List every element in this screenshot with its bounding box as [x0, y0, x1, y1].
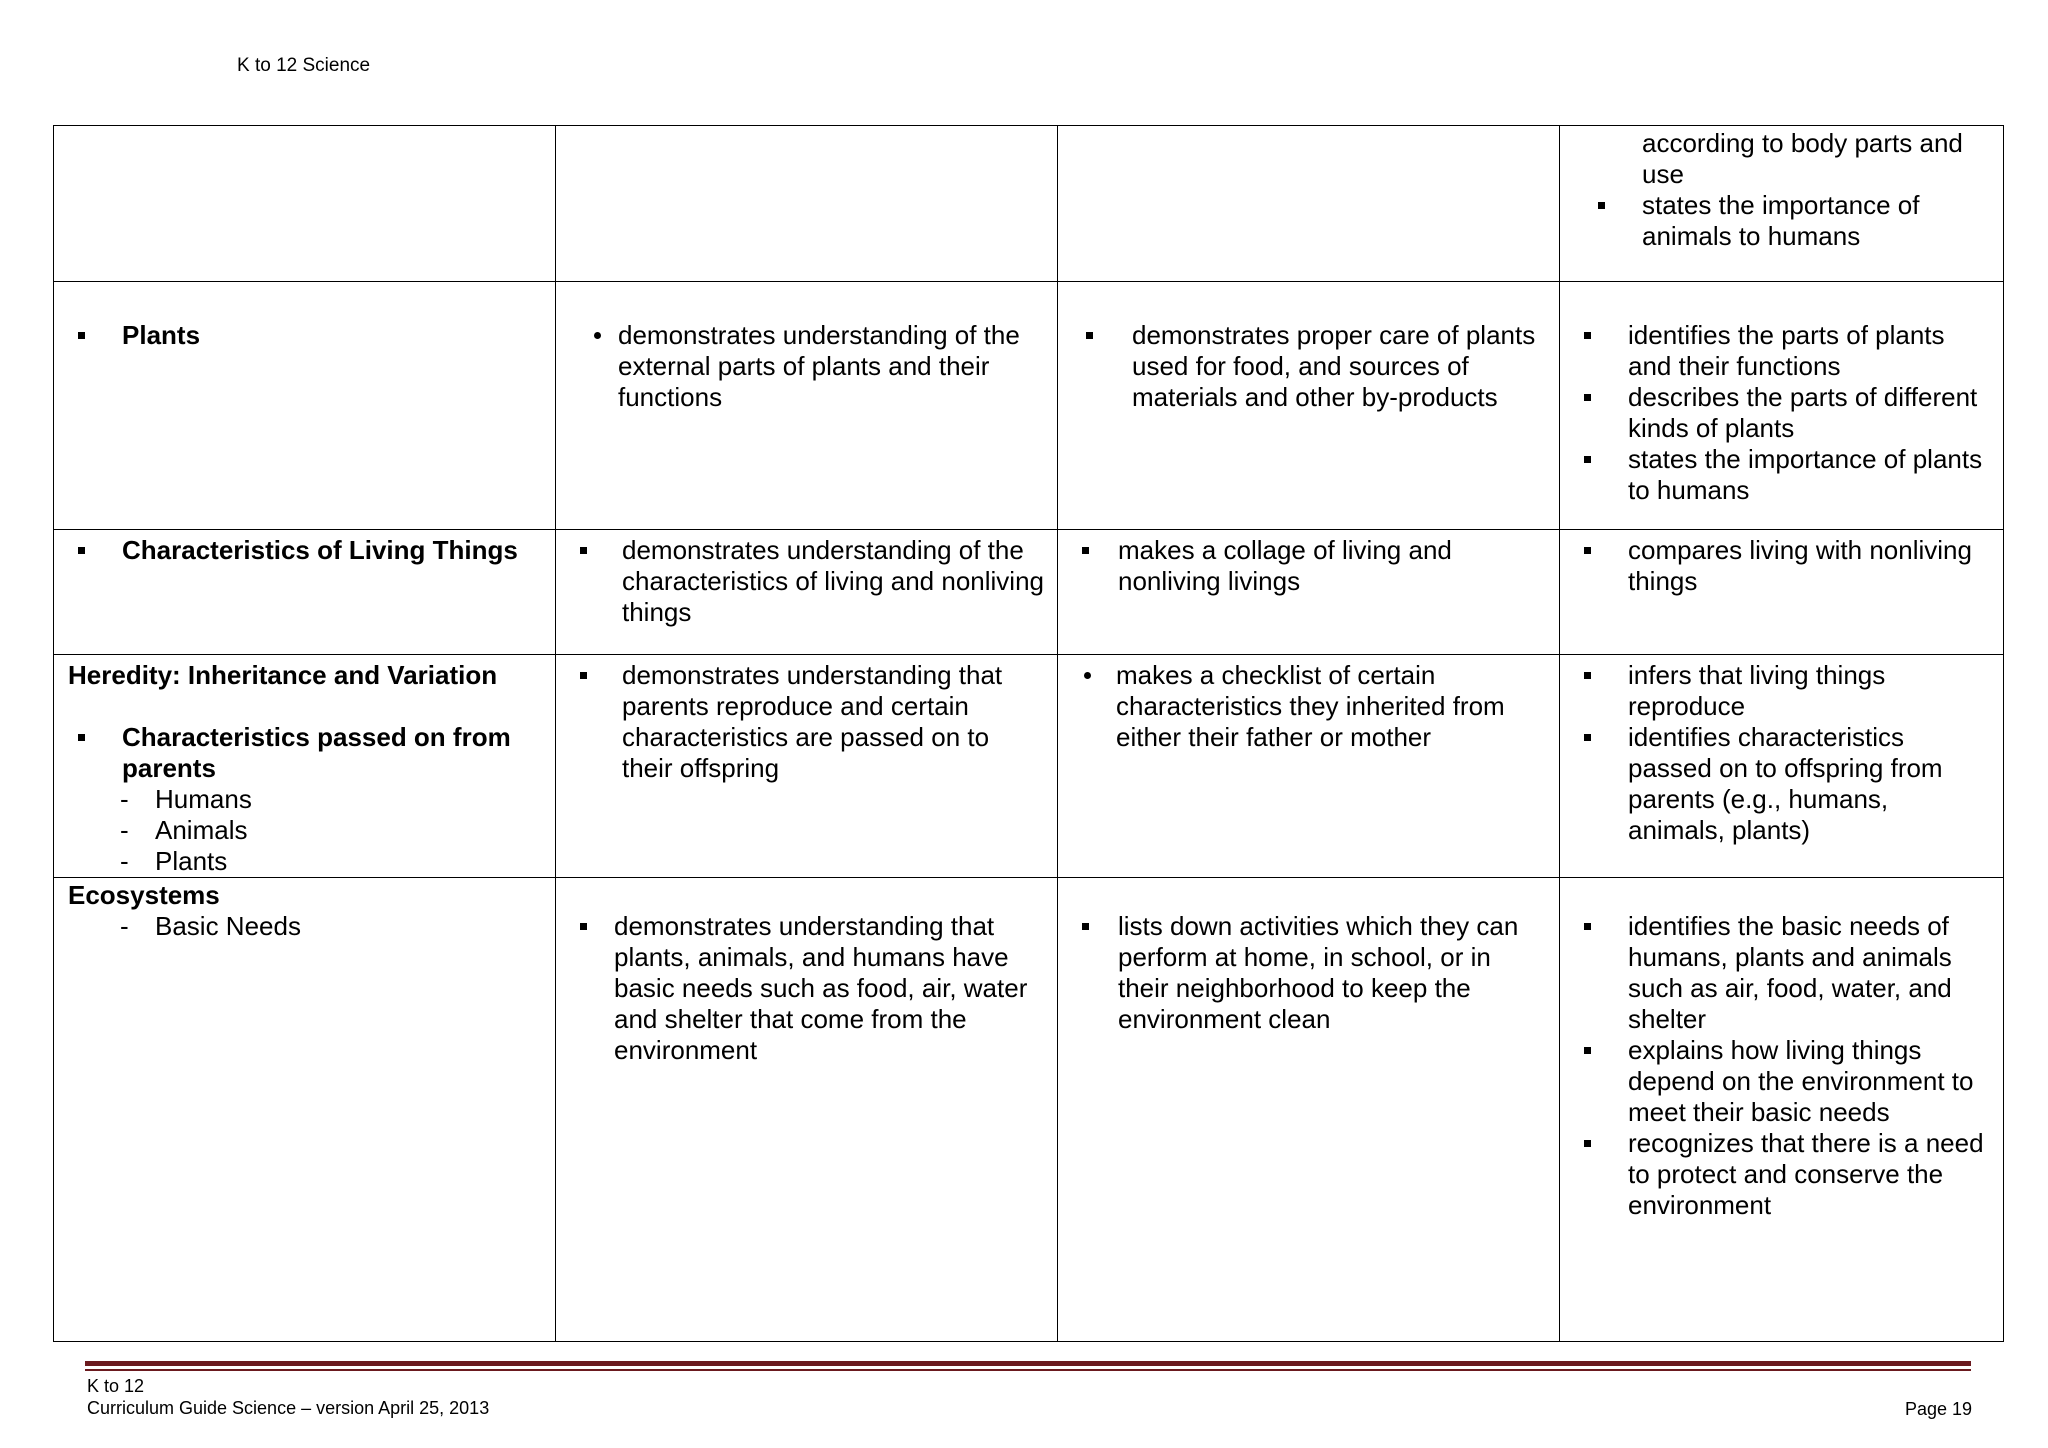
sub-item: - Basic Needs — [68, 911, 543, 942]
performance-standard-cell — [1058, 282, 1560, 530]
list-item: compares living with nonliving things — [1574, 535, 1991, 597]
footer-title: K to 12 — [87, 1376, 145, 1396]
footer-divider — [85, 1369, 1971, 1371]
list-item: infers that living things reproduce — [1574, 660, 1991, 722]
list-item: identifies the basic needs of humans, plants and animals such as air, food, water, and shelter — [1574, 911, 1991, 1035]
list-item: makes a checklist of certain characteristics they inherited from either their father or mother — [1072, 660, 1547, 753]
section-heading: Ecosystems — [68, 880, 220, 910]
list-item: identifies the parts of plants and their functions — [1574, 320, 1991, 382]
learning-competency-cell — [1560, 126, 2004, 282]
list-item: demonstrates understanding of the external parts of plants and their functions — [582, 320, 1045, 413]
content-standard-cell — [556, 530, 1058, 655]
list-item: demonstrates proper care of plants used for food, and sources of materials and other by-products — [1076, 320, 1547, 413]
learning-competency-cell — [1560, 530, 2004, 655]
performance-standard-cell — [1058, 530, 1560, 655]
learning-competency-cell — [1560, 282, 2004, 530]
list-item: makes a collage of living and nonliving livings — [1072, 535, 1547, 597]
learning-competency-cell — [1560, 878, 2004, 1342]
list-item: states the importance of animals to humans — [1588, 190, 1991, 252]
performance-standard-cell — [1058, 126, 1560, 282]
list-item: demonstrates understanding that parents reproduce and certain characteristics are passed on to their offspring — [570, 660, 1045, 784]
list-item: identifies characteristics passed on to offspring from parents (e.g., humans, animals, plants) — [1574, 722, 1991, 846]
table-row — [54, 878, 2004, 1342]
topic-item: Characteristics passed on from parents — [68, 722, 543, 784]
content-cell — [54, 655, 556, 878]
list-item: states the importance of plants to humans — [1574, 444, 1991, 506]
content-cell — [54, 126, 556, 282]
list-item: lists down activities which they can perform at home, in school, or in their neighborhood to keep the environment clean — [1072, 911, 1547, 1035]
topic-item: Plants — [68, 320, 543, 351]
list-item: demonstrates understanding that plants, animals, and humans have basic needs such as food, air, water and shelter that come from the environment — [570, 911, 1045, 1066]
curriculum-table — [53, 125, 2004, 1342]
content-cell — [54, 282, 556, 530]
page-number: Page 19 — [1904, 1399, 1972, 1419]
sub-item: - Plants — [68, 846, 543, 877]
performance-standard-cell — [1058, 878, 1560, 1342]
content-standard-cell — [556, 878, 1058, 1342]
footer-version: Curriculum Guide Science – version April 25, 2013 — [87, 1398, 490, 1418]
learning-competency-cell — [1560, 655, 2004, 878]
content-standard-cell — [556, 126, 1058, 282]
topic-item: Characteristics of Living Things — [68, 535, 543, 566]
content-standard-cell — [556, 655, 1058, 878]
table-row — [54, 655, 2004, 878]
performance-standard-cell — [1058, 655, 1560, 878]
content-standard-cell — [556, 282, 1058, 530]
section-heading: Heredity: Inheritance and Variation — [68, 660, 498, 690]
page-header: K to 12 Science — [237, 55, 371, 76]
table-row — [54, 126, 2004, 282]
footer-divider — [85, 1361, 1971, 1366]
content-cell — [54, 878, 556, 1342]
table-row — [54, 530, 2004, 655]
list-item: demonstrates understanding of the characteristics of living and nonliving things — [570, 535, 1045, 628]
list-item: recognizes that there is a need to protect and conserve the environment — [1574, 1128, 1991, 1221]
content-cell — [54, 530, 556, 655]
list-item: describes the parts of different kinds of plants — [1574, 382, 1991, 444]
list-item: explains how living things depend on the environment to meet their basic needs — [1574, 1035, 1991, 1128]
competency-continuation: according to body parts and use — [1642, 128, 1963, 189]
sub-item: - Animals — [68, 815, 543, 846]
sub-item: - Humans — [68, 784, 543, 815]
table-row — [54, 282, 2004, 530]
